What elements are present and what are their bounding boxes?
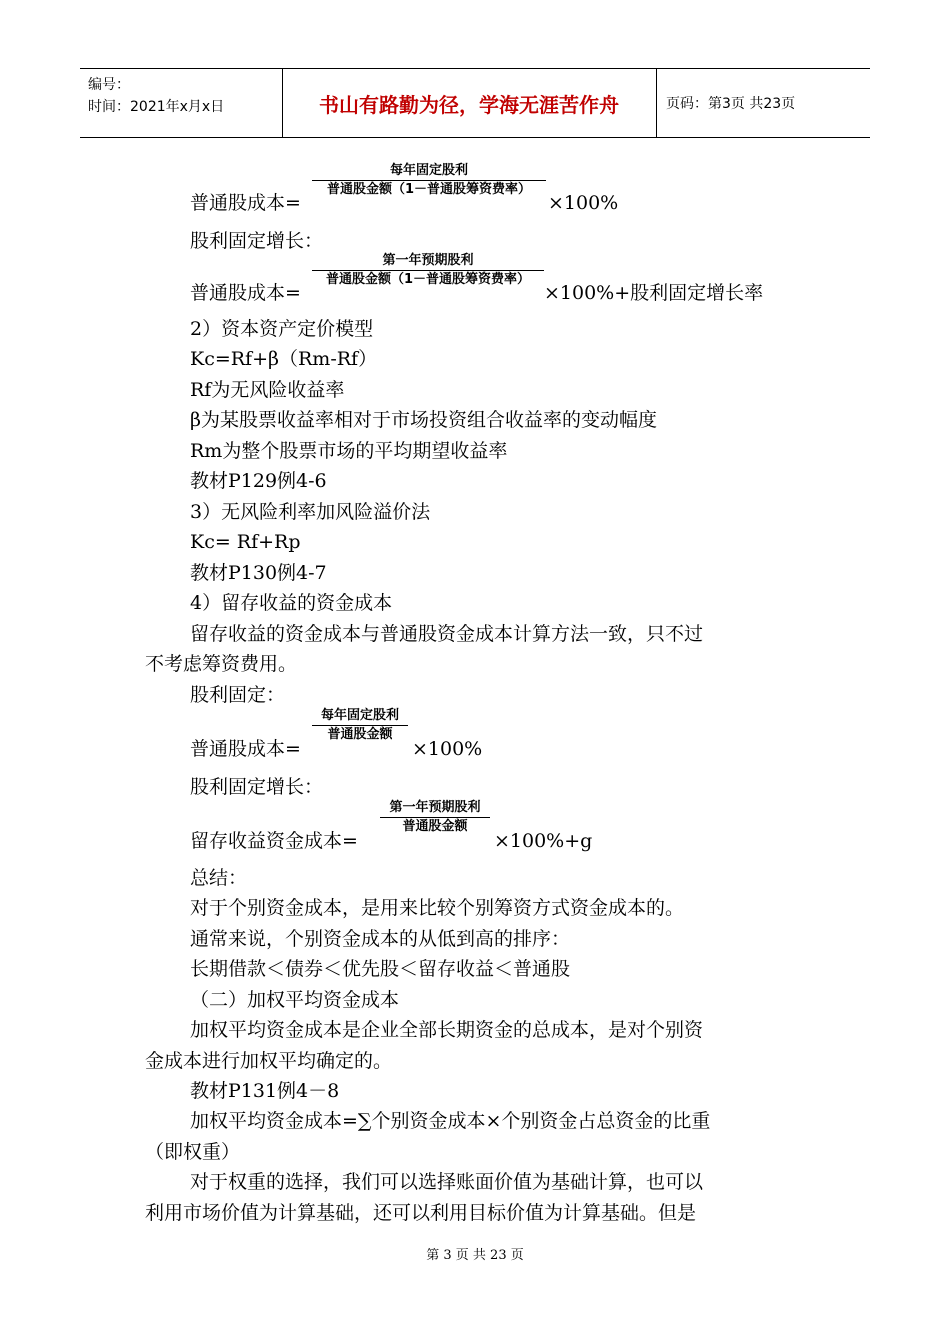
text-line: β为某股票收益率相对于市场投资组合收益率的变动幅度 [190, 409, 657, 431]
text-line: （即权重） [145, 1141, 241, 1163]
text-line: 教材P131例4－8 [190, 1080, 340, 1102]
formula-prefix: 普通股成本= [190, 192, 301, 214]
fraction [312, 252, 544, 289]
fraction [312, 162, 546, 199]
text-line: 利用市场价值为计算基础，还可以利用目标价值为计算基础。但是 [145, 1202, 697, 1224]
text-line: 加权平均资金成本是企业全部长期资金的总成本，是对个别资 [190, 1019, 704, 1041]
text-line: 长期借款＜债券＜优先股＜留存收益＜普通股 [190, 958, 571, 980]
formula-suffix: ×100% [412, 738, 483, 760]
text-line: Kc=Rf+β（Rm-Rf） [190, 348, 378, 370]
formula-prefix: 普通股成本= [190, 738, 301, 760]
date-label: 时间：2021年x月x日 [88, 99, 225, 115]
fraction-denominator: 普通股金额 [327, 727, 393, 742]
text-line: （二）加权平均资金成本 [190, 989, 400, 1011]
formula-prefix: 留存收益资金成本= [190, 830, 358, 852]
fraction-numerator: 每年固定股利 [320, 708, 399, 723]
text-line: Rm为整个股票市场的平均期望收益率 [190, 440, 508, 462]
header-motto: 书山有路勤为径，学海无涯苦作舟 [319, 92, 619, 117]
page-header [80, 68, 870, 138]
text-line: 教材P129例4-6 [190, 470, 327, 492]
text-line: 金成本进行加权平均确定的。 [145, 1050, 393, 1072]
text-line: 加权平均资金成本=∑个别资金成本×个别资金占总资金的比重 [190, 1110, 711, 1132]
text-line: 不考虑筹资费用。 [145, 653, 298, 675]
number-label: 编号： [88, 77, 130, 93]
text-line: 2）资本资产定价模型 [190, 318, 374, 340]
fraction-denominator: 普通股金额（1－普通股筹资费率） [325, 272, 531, 287]
text-line: 4）留存收益的资金成本 [190, 592, 393, 614]
text-line: 股利固定增长： [190, 776, 324, 798]
header-page-label: 页码：第3页 共23页 [666, 96, 796, 112]
header-meta [88, 74, 224, 118]
fraction [312, 707, 408, 744]
text-line: 留存收益的资金成本与普通股资金成本计算方法一致，只不过 [190, 623, 704, 645]
page-footer: 第 3 页 共 23 页 [426, 1248, 524, 1263]
formula-suffix: ×100% [548, 192, 619, 214]
fraction-denominator: 普通股金额 [402, 819, 468, 834]
fraction-numerator: 第一年预期股利 [382, 253, 474, 268]
text-line: 教材P130例4-7 [190, 562, 327, 584]
text-line: 股利固定： [190, 684, 286, 706]
formula-prefix: 普通股成本= [190, 282, 301, 304]
formula-suffix: ×100%+股利固定增长率 [544, 282, 764, 304]
text-line: 对于权重的选择，我们可以选择账面价值为基础计算，也可以 [190, 1171, 704, 1193]
fraction-denominator: 普通股金额（1－普通股筹资费率） [326, 182, 532, 197]
text-line: Rf为无风险收益率 [190, 379, 345, 401]
header-divider [656, 69, 657, 137]
fraction [380, 799, 490, 836]
text-line: 股利固定增长： [190, 230, 324, 252]
fraction-numerator: 第一年预期股利 [389, 800, 481, 815]
formula-suffix: ×100%+g [494, 830, 593, 852]
text-line: 通常来说，个别资金成本的从低到高的排序： [190, 928, 571, 950]
fraction-numerator: 每年固定股利 [389, 163, 468, 178]
text-line: 3）无风险利率加风险溢价法 [190, 501, 431, 523]
text-line: 总结： [190, 867, 248, 889]
text-line: 对于个别资金成本，是用来比较个别筹资方式资金成本的。 [190, 897, 685, 919]
text-line: Kc= Rf+Rp [190, 531, 301, 553]
